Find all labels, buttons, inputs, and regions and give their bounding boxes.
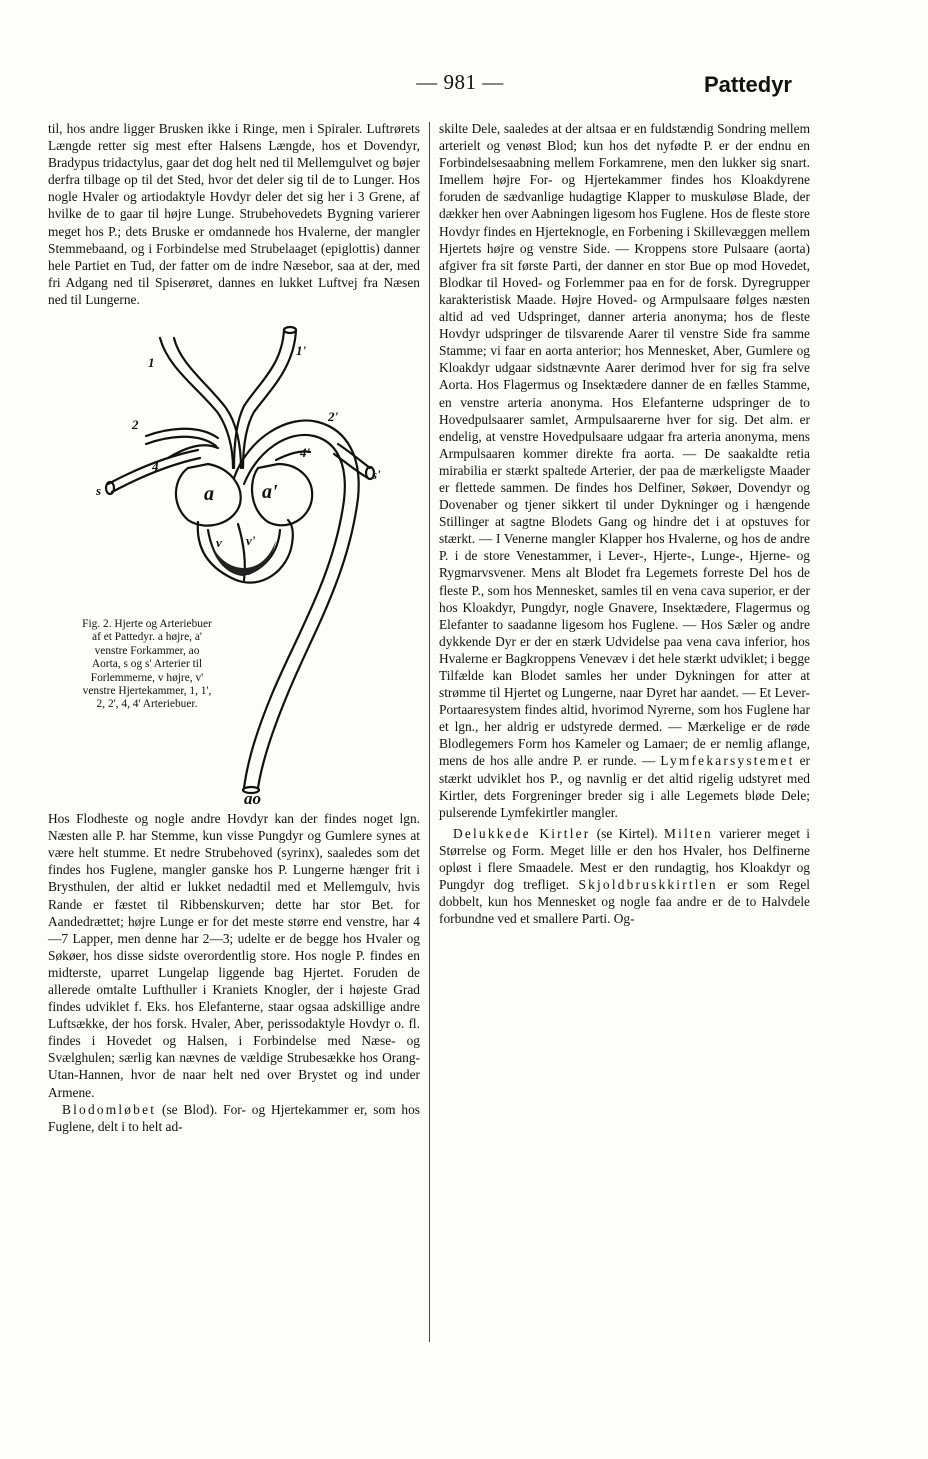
- aorta-arch-inner: [244, 435, 345, 788]
- figure-caption: Fig. 2. Hjerte og Arteriebuer af et Pattedyr. a højre, a' venstre Forkammer, ao Aorta, s og s' Arterier til Forlemmerne, v højre, v' venstre Hjertekammer, 1, 1', 2, 2', 4, 4' Arteriebuer.: [82, 618, 212, 711]
- delukkede-kirtler-heading: Delukkede Kirtler: [453, 825, 591, 841]
- left-paragraph-3-text: (se Blod). For- og Hjertekammer er, som hos Fuglene, delt i to helt ad-: [48, 1101, 420, 1134]
- milten-heading: Milten: [664, 825, 713, 841]
- column-divider: [429, 122, 430, 1342]
- label-4-prime: 4': [300, 445, 311, 461]
- right-paragraph-2-b: varierer meget i Størrelse og Form. Meget lille er den hos Hvaler, hos Delfinerne opløst i flere Smaadele. Mest er den rundagtig, hos Kloakdyr og Pungdyr dog trefliget.: [439, 825, 810, 893]
- artery-s-right: [334, 454, 368, 478]
- label-ao: ao: [244, 789, 261, 809]
- arch-1-right: [234, 330, 284, 468]
- lymfekarsystemet-heading: Lymfekarsystemet: [660, 753, 795, 769]
- left-column: [48, 120, 420, 1135]
- blodomloebet-heading: Blodomløbet: [62, 1101, 157, 1117]
- running-title: Pattedyr: [703, 72, 792, 97]
- skjoldbruskkirtlen-heading: Skjoldbruskkirtlen: [578, 877, 718, 893]
- arch-1-right-top: [284, 327, 296, 333]
- page-number: — 981 —: [416, 70, 504, 94]
- left-paragraph-2: [48, 810, 420, 1101]
- right-paragraph-1-text: skilte Dele, saaledes at der altsaa er en fuldstændig Sondring mellem arterielt og venøst Blod; kun hos det nyfødte P. er der endnu en Forbindelsesaabning mellem Forkamrene, men den lukker sig snart. Imellem højre For- og Hjertekammer findes hos Kloakdyrene foruden de sædvanlige hudagtige Klapper to muskuløse Blade, der dækker hen over Aabningen ligesom hos Fuglene. Hos de fleste store Hovdyr findes en Hjerteknogle, en Forbening i Skillevæggen mellem Hjertets højre og venstre Side. — Kroppens store Pulsaare (aorta) afgiver fra sit første Parti, der danner en stor Bue op mod Hovedet, Blodkar til Hoved- og Forlemmer paa en for de forsk. Dyregrupper karakteristisk Maade. Højre Hoved- og Armpulsaare følges næsten altid ad ved Udspringet, danner arteria anonyma; hos de fleste Hovdyr udspringer de tilsvarende Aarer til venstre Side fra samme Stamme; vi faar en aorta anterior; hos Mennesket, Aber, Gumlere og Kloakdyr udgaar sidstnævnte Aarer derimod hver for sig fra selve Aorta. Hos Flagermus og Insektædere danner de en fælles Stamme, en venstre arteria anonyma. Hos Elefanterne udspringer de to Hovedpulsaarer samlet, Armpulsaarerne hver for sig. Det alm. er endelig, at venstre Hovedpulsaare udgaar fra arteria anonyma, mens Armpulsaaren kommer direkte fra aorta. — De saakaldte retia mirabilia er stærkt spaltede Arterier, der paa de mærkeligste Maader er flettede sammen. De findes hos Delfiner, Søkøer, Dovendyr og Dovenaber og tjener sikkert til under Dykninger og i hængende Stillinger at sagtne Blodets Gang og hindre det i at opstuves for stærkt. — I Venerne mangler Klapper hos Hvalerne, og hos de andre P. i de store Venestammer, i Lever-, Hjerte-, Lunge-, Hjerne- og Rygmarvsvener. Mens alt Blodet fra Legemets forreste Del hos de fleste P., som hos Mennesket, samles til en vena cava superior, er der hos Kloakdyr, Pungdyr, nogle Gnavere, Insektædere, Flagermus og Elefanter to saadanne ligesom hos Fuglene. — Hos Sæler og andre dykkende Dyr er der en stærk Udvidelse paa vena cava inferior, hos Hvalerne er Bagkroppens Venevæv i det hele stærkt udviklet; i begge Tilfælde kan Blodet samles her under Dykningen for atter at strømme til Hjertet og Lungerne, naar Dyret har aandet. — Et Lever-Portaaresystem findes altid, hvorimod Nyrerne, som hos Fuglene har et lgn., her aldrig er udstyrede dermed. — Mærkelige er de røde Blodlegemers Form hos Kameler og Lamaer; de er nemlig aflange, mens de hos alle andre P. er runde. —: [439, 121, 810, 769]
- right-paragraph-2: [439, 825, 810, 928]
- left-paragraph-1: [48, 120, 420, 308]
- right-paragraph-1: [439, 120, 810, 821]
- label-2-prime: 2': [328, 409, 339, 425]
- aorta-arch: [234, 420, 359, 788]
- right-paragraph-2-a: (se Kirtel).: [590, 825, 665, 841]
- label-v: v: [216, 535, 222, 551]
- heart-figure: [48, 318, 420, 810]
- left-paragraph-3: [48, 1101, 420, 1135]
- right-column: [439, 120, 810, 927]
- label-1: 1: [148, 355, 155, 371]
- label-s-prime: s': [372, 467, 381, 483]
- label-2: 2: [132, 417, 139, 433]
- left-paragraph-2-text: Hos Flodheste og nogle andre Hovdyr kan der findes noget lgn. Næsten alle P. har Stemme, kun visse Pungdyr og Gumlere synes at være helt stumme. Et nedre Strubehoved (syrinx), saaledes som det findes hos Fuglene, mangler ganske hos P. Lungerne hænger frit i Brysthulen, der altid er lukket nedadtil med et Mellemgulv, hvis Rande er fæstet til Ribbenskurven; dette har stor Bet. for Aandedrættet; højre Lunge er for det meste større end venstre, har 4—7 Lapper, men denne har 2—3; udelte er de begge hos Hvaler og Søkøer, hos disse sidste overordentlig store. Hos nogle P. findes en midterste, uparret Lungelap liggende bag Hjertet. Foruden de allerede omtalte Lufthuller i Kraniets Knogler, der i højeste Grad findes udviklet f. Eks. hos Elefanterne, staar ogsaa adskillige andre Luftsække, der hos forsk. Hvaler, Aber, perissodaktyle Hovdyr o. fl. findes i Hovedet og Halsen, i Forbindelse med Næse- og Svælghulen; særlig kan nævnes de vældige Strubesække hos Orang-Utan-Hannen, hvor de naar helt ned over Brystet og ind under Armene.: [48, 811, 420, 1100]
- right-paragraph-2-c: er som Regel dobbelt, kun hos Mennesket og nogle faa andre er de to Halvdele forbundne ved et smallere Parti. Og-: [439, 877, 810, 927]
- label-v-prime: v': [246, 533, 256, 549]
- label-s: s: [96, 483, 102, 499]
- right-paragraph-1-tail: er stærkt udviklet hos P., og navnlig er det altid rigelig udstyret med Kirtler, dets Forgreninger breder sig i alle Legemets bløde Dele; pulserende Lymfekirtler mangler.: [439, 753, 810, 820]
- label-4: 4: [152, 459, 159, 475]
- label-a-prime: a': [262, 481, 278, 504]
- label-1-prime: 1': [296, 343, 307, 359]
- label-a: a: [204, 483, 214, 506]
- left-paragraph-1-text: til, hos andre ligger Brusken ikke i Ringe, men i Spiraler. Luftrørets Længde retter sig mest efter Halsens Længde, hos et Dovendyr, Bradypus tridactylus, gaar det dog helt ned til Mellemgulvet og bøjer derfra tilbage op til det Sted, hvor det deler sig til de to Lunger. Hos nogle Hvaler og artiodaktyle Hovdyr deler det sig her i 3 Grene, af hvilke de to gaar til højre Lunge. Strubehovedets Bygning varierer meget hos P.; dets Bruske er omdannede hos Hvalerne, der mangler Stemmebaand, og i Forbindelse med Strubelaaget (epiglottis) danner hele Partiet en Tud, der fatter om de indre Næsebor, saa at der, med fri Adgang ned til Spiserøret, dannes en lukket Luftvej fra Næsen ned til Lungerne.: [48, 121, 420, 307]
- heart-arteries-diagram: [48, 318, 420, 810]
